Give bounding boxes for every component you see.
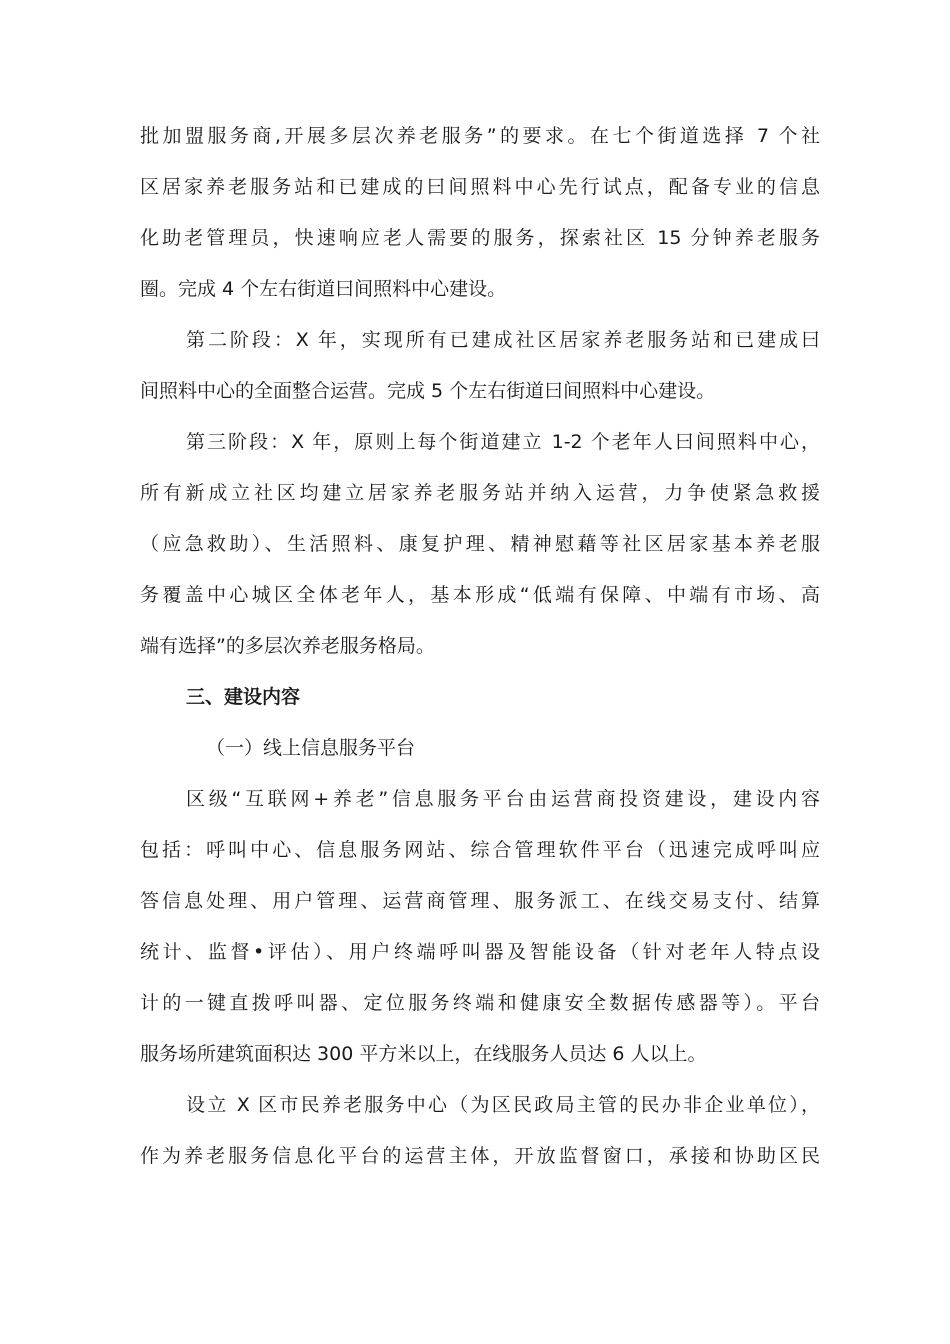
paragraph-line: 务覆盖中心城区全体老年人，基本形成“低端有保障、中端有市场、高	[140, 584, 820, 606]
paragraph-line: 圈。完成 4 个左右街道曰间照料中心建设。	[140, 278, 507, 300]
paragraph-line: 间照料中心的全面整合运营。完成 5 个左右街道曰间照料中心建设。	[140, 380, 716, 402]
paragraph-line: 所有新成立社区均建立居家养老服务站并纳入运营，力争使紧急救援	[140, 482, 820, 504]
paragraph-line: （应急救助）、生活照料、康复护理、精神慰藉等社区居家基本养老服	[140, 533, 820, 555]
paragraph-line: 区级“互联网+养老”信息服务平台由运营商投资建设，建设内容	[186, 788, 820, 810]
paragraph-line: 设立 X 区市民养老服务中心（为区民政局主管的民办非企业单位），	[186, 1094, 820, 1116]
paragraph-line: 端有选择”的多层次养老服务格局。	[140, 635, 435, 657]
paragraph-line: 统计、监督•评估）、用户终端呼叫器及智能设备（针对老年人特点设	[140, 941, 820, 963]
paragraph-line: 服务场所建筑面积达 300 平方米以上，在线服务人员达 6 人以上。	[140, 1043, 707, 1065]
paragraph-line: 计的一键直拨呼叫器、定位服务终端和健康安全数据传感器等）。平台	[140, 992, 820, 1014]
paragraph-line: 答信息处理、用户管理、运营商管理、服务派工、在线交易支付、结算	[140, 890, 820, 912]
paragraph-line: 批加盟服务商,开展多层次养老服务”的要求。在七个街道选择 7 个社	[140, 125, 820, 147]
paragraph-line: 区居家养老服务站和已建成的曰间照料中心先行试点，配备专业的信息	[140, 176, 820, 198]
paragraph-line: 包括：呼叫中心、信息服务网站、综合管理软件平台（迅速完成呼叫应	[140, 839, 820, 861]
subsection-heading: （一）线上信息服务平台	[206, 737, 416, 759]
paragraph-line: 作为养老服务信息化平台的运营主体，开放监督窗口，承接和协助区民	[140, 1145, 820, 1167]
paragraph-line: 化助老管理员，快速响应老人需要的服务，探索社区 15 分钟养老服务	[140, 227, 820, 249]
paragraph-line: 第三阶段：X 年，原则上每个街道建立 1-2 个老年人曰间照料中心，	[186, 431, 820, 453]
section-heading: 三、建设内容	[186, 686, 301, 708]
paragraph-line: 第二阶段：X 年，实现所有已建成社区居家养老服务站和已建成曰	[186, 329, 820, 351]
document-body	[140, 111, 820, 1182]
